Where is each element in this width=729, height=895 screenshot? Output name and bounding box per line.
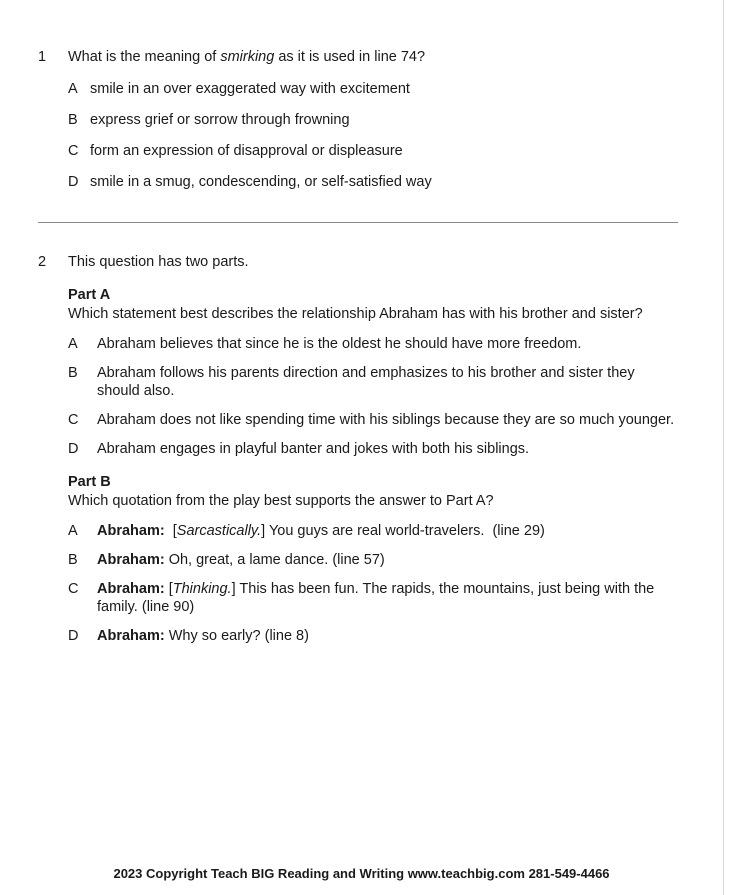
bracket-open: [ xyxy=(172,523,177,539)
stage-direction: Sarcastically. xyxy=(176,523,262,539)
quote-text: You guys are real world-travelers. xyxy=(268,523,485,539)
part-b-option-a[interactable] xyxy=(68,522,678,540)
option-letter: D xyxy=(68,628,79,644)
option-letter: C xyxy=(68,581,79,597)
part-b-heading: Part B xyxy=(68,474,111,490)
question-1-options xyxy=(68,80,678,192)
option-letter: B xyxy=(68,112,78,128)
option-letter: D xyxy=(68,174,79,190)
question-2-body xyxy=(68,253,678,645)
part-b-options xyxy=(68,522,678,645)
page-edge-rule xyxy=(723,0,724,895)
question-1-option-a[interactable] xyxy=(68,80,678,99)
quote-speaker: Abraham: xyxy=(97,581,165,597)
question-2-stem: This question has two parts. xyxy=(68,254,249,270)
option-text: smile in an over exaggerated way with excitement xyxy=(90,81,410,97)
part-a-prompt: Which statement best describes the relationship Abraham has with his brother and sister? xyxy=(68,306,643,322)
part-a-options xyxy=(68,335,678,458)
part-a-heading: Part A xyxy=(68,287,111,303)
part-a-option-c[interactable] xyxy=(68,411,678,429)
question-1-number: 1 xyxy=(38,49,47,65)
line-reference: (line 8) xyxy=(264,628,309,644)
part-a-option-b[interactable] xyxy=(68,364,678,400)
question-2-number: 2 xyxy=(38,254,47,270)
quote-speaker: Abraham: xyxy=(97,628,165,644)
line-reference: (line 57) xyxy=(332,552,385,568)
option-text xyxy=(97,580,678,616)
option-letter: D xyxy=(68,441,79,457)
option-text: Abraham believes that since he is the oldest he should have more freedom. xyxy=(97,336,582,352)
question-2-part-b xyxy=(68,473,678,645)
part-b-option-d[interactable] xyxy=(68,627,678,645)
option-letter: B xyxy=(68,365,78,381)
bracket-open: [ xyxy=(168,581,173,597)
option-text: smile in a smug, condescending, or self-satisfied way xyxy=(90,174,432,190)
speaker-gap xyxy=(165,523,173,539)
quote-text: Oh, great, a lame dance. xyxy=(168,552,329,568)
option-letter: A xyxy=(68,336,78,352)
question-1-stem xyxy=(68,48,678,67)
question-2-stem-row xyxy=(38,253,678,645)
option-text xyxy=(97,627,678,645)
question-1-stem-part1: What is the meaning of xyxy=(68,49,221,65)
content-column xyxy=(38,0,678,645)
copyright-footer: 2023 Copyright Teach BIG Reading and Writing www.teachbig.com 281-549-4466 xyxy=(113,866,610,881)
line-reference: (line 90) xyxy=(141,599,195,615)
part-b-prompt: Which quotation from the play best supports the answer to Part A? xyxy=(68,493,494,509)
option-text: Abraham engages in playful banter and jokes with both his siblings. xyxy=(97,441,530,457)
question-1 xyxy=(38,0,678,192)
quote-text: This has been fun. The rapids, the mountains, just being with the family. xyxy=(97,581,655,615)
option-text: Abraham does not like spending time with his siblings because they are so much younger. xyxy=(97,412,675,428)
question-1-option-c[interactable] xyxy=(68,142,678,161)
question-1-stem-row xyxy=(38,48,678,192)
option-text xyxy=(97,522,678,540)
question-1-option-b[interactable] xyxy=(68,111,678,130)
option-text: form an expression of disapproval or displeasure xyxy=(90,143,403,159)
option-text: Abraham follows his parents direction and emphasizes to his brother and sister they should also. xyxy=(97,365,635,399)
question-1-stem-italic: smirking xyxy=(220,49,275,65)
option-letter: C xyxy=(68,143,79,159)
question-1-option-d[interactable] xyxy=(68,173,678,192)
option-text: express grief or sorrow through frowning xyxy=(90,112,350,128)
question-2 xyxy=(38,223,678,645)
part-a-option-a[interactable] xyxy=(68,335,678,353)
part-b-option-c[interactable] xyxy=(68,580,678,616)
question-1-body xyxy=(68,48,678,192)
bracket-close: ] xyxy=(261,523,266,539)
part-b-option-b[interactable] xyxy=(68,551,678,569)
quote-speaker: Abraham: xyxy=(97,552,165,568)
bracket-close: ] xyxy=(231,581,236,597)
question-2-part-a xyxy=(68,286,678,458)
option-text xyxy=(97,551,678,569)
quote-speaker: Abraham: xyxy=(97,523,165,539)
part-a-option-d[interactable] xyxy=(68,440,678,458)
line-reference: (line 29) xyxy=(492,523,545,539)
option-letter: C xyxy=(68,412,79,428)
option-letter: A xyxy=(68,523,78,539)
option-letter: A xyxy=(68,81,78,97)
option-letter: B xyxy=(68,552,78,568)
stage-direction: Thinking. xyxy=(172,581,232,597)
quote-text: Why so early? xyxy=(168,628,261,644)
question-1-stem-part2: as it is used in line 74? xyxy=(274,49,426,65)
